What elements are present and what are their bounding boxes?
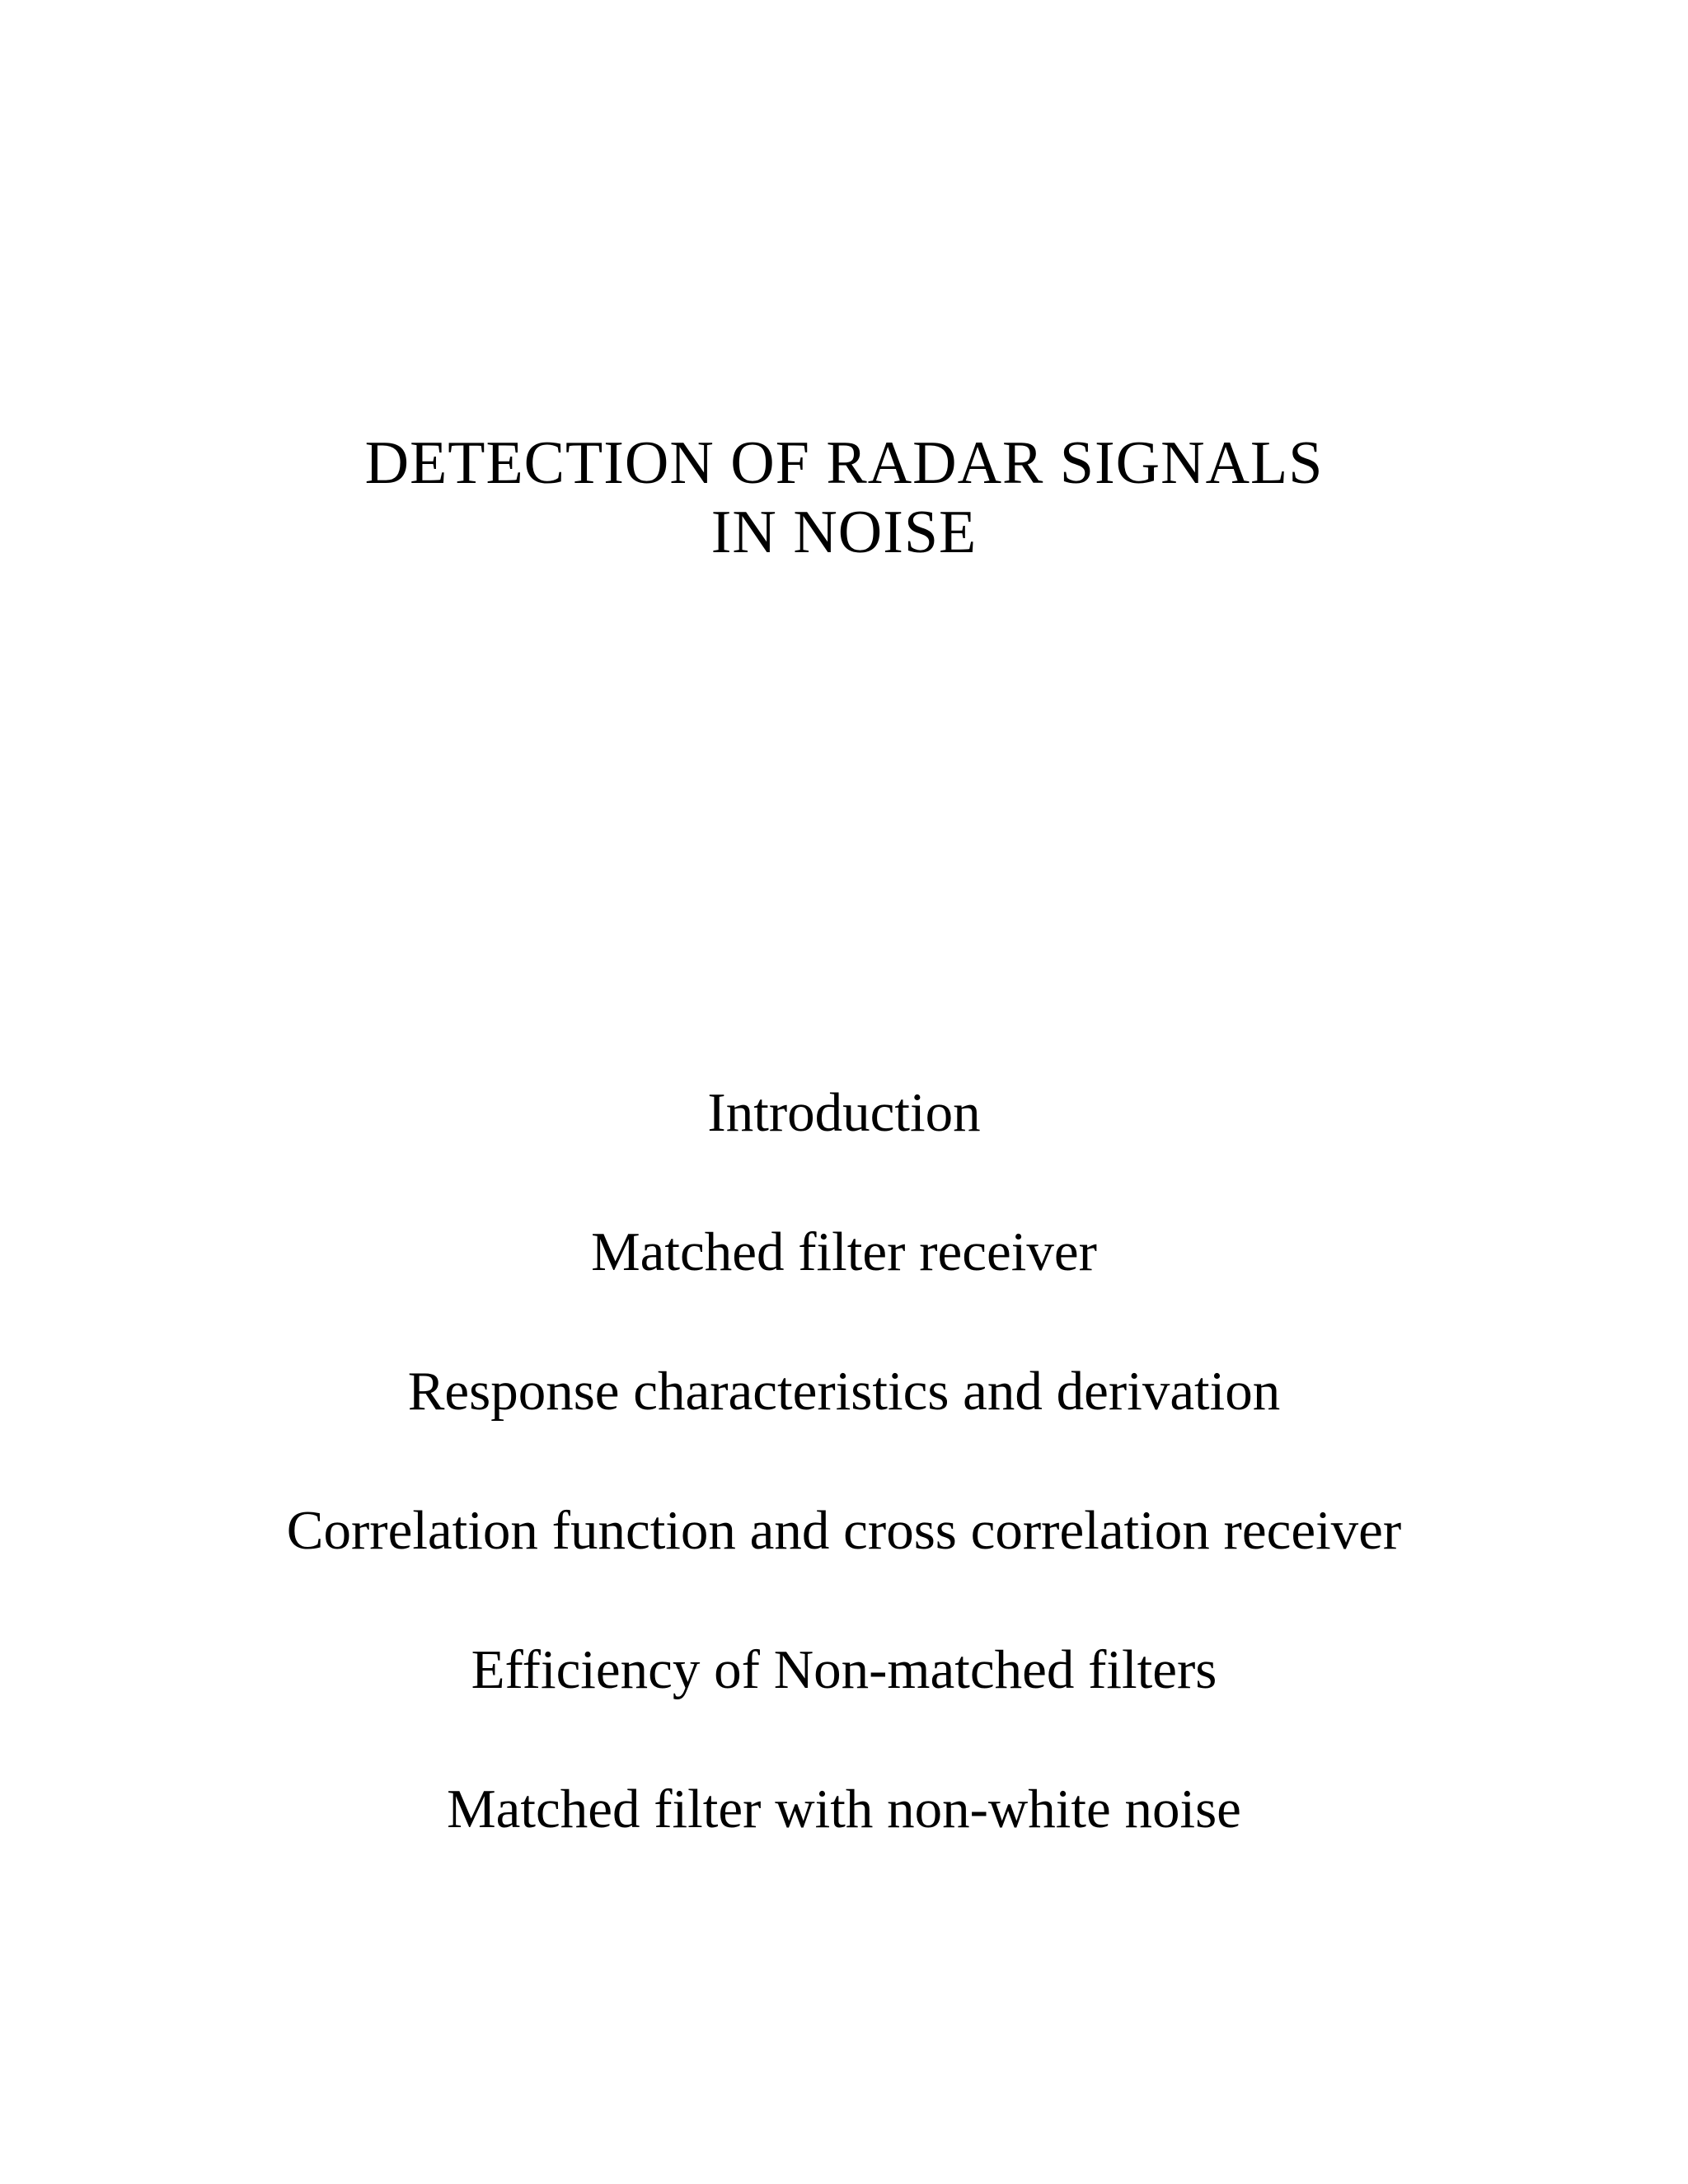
topic-non-matched-filters: Efficiency of Non-matched filters [471,1639,1217,1700]
topic-matched-filter-receiver: Matched filter receiver [591,1221,1097,1282]
title-line-1: DETECTION OF RADAR SIGNALS [364,429,1324,497]
topic-response-characteristics: Response characteristics and derivation [407,1361,1281,1422]
topic-correlation-function: Correlation function and cross correlation receiver [286,1500,1402,1561]
topic-list [0,1080,1688,1915]
title-line-2: IN NOISE [710,499,978,566]
topic-non-white-noise: Matched filter with non-white noise [447,1779,1241,1840]
page-title [0,429,1688,567]
topic-introduction: Introduction [707,1082,981,1143]
